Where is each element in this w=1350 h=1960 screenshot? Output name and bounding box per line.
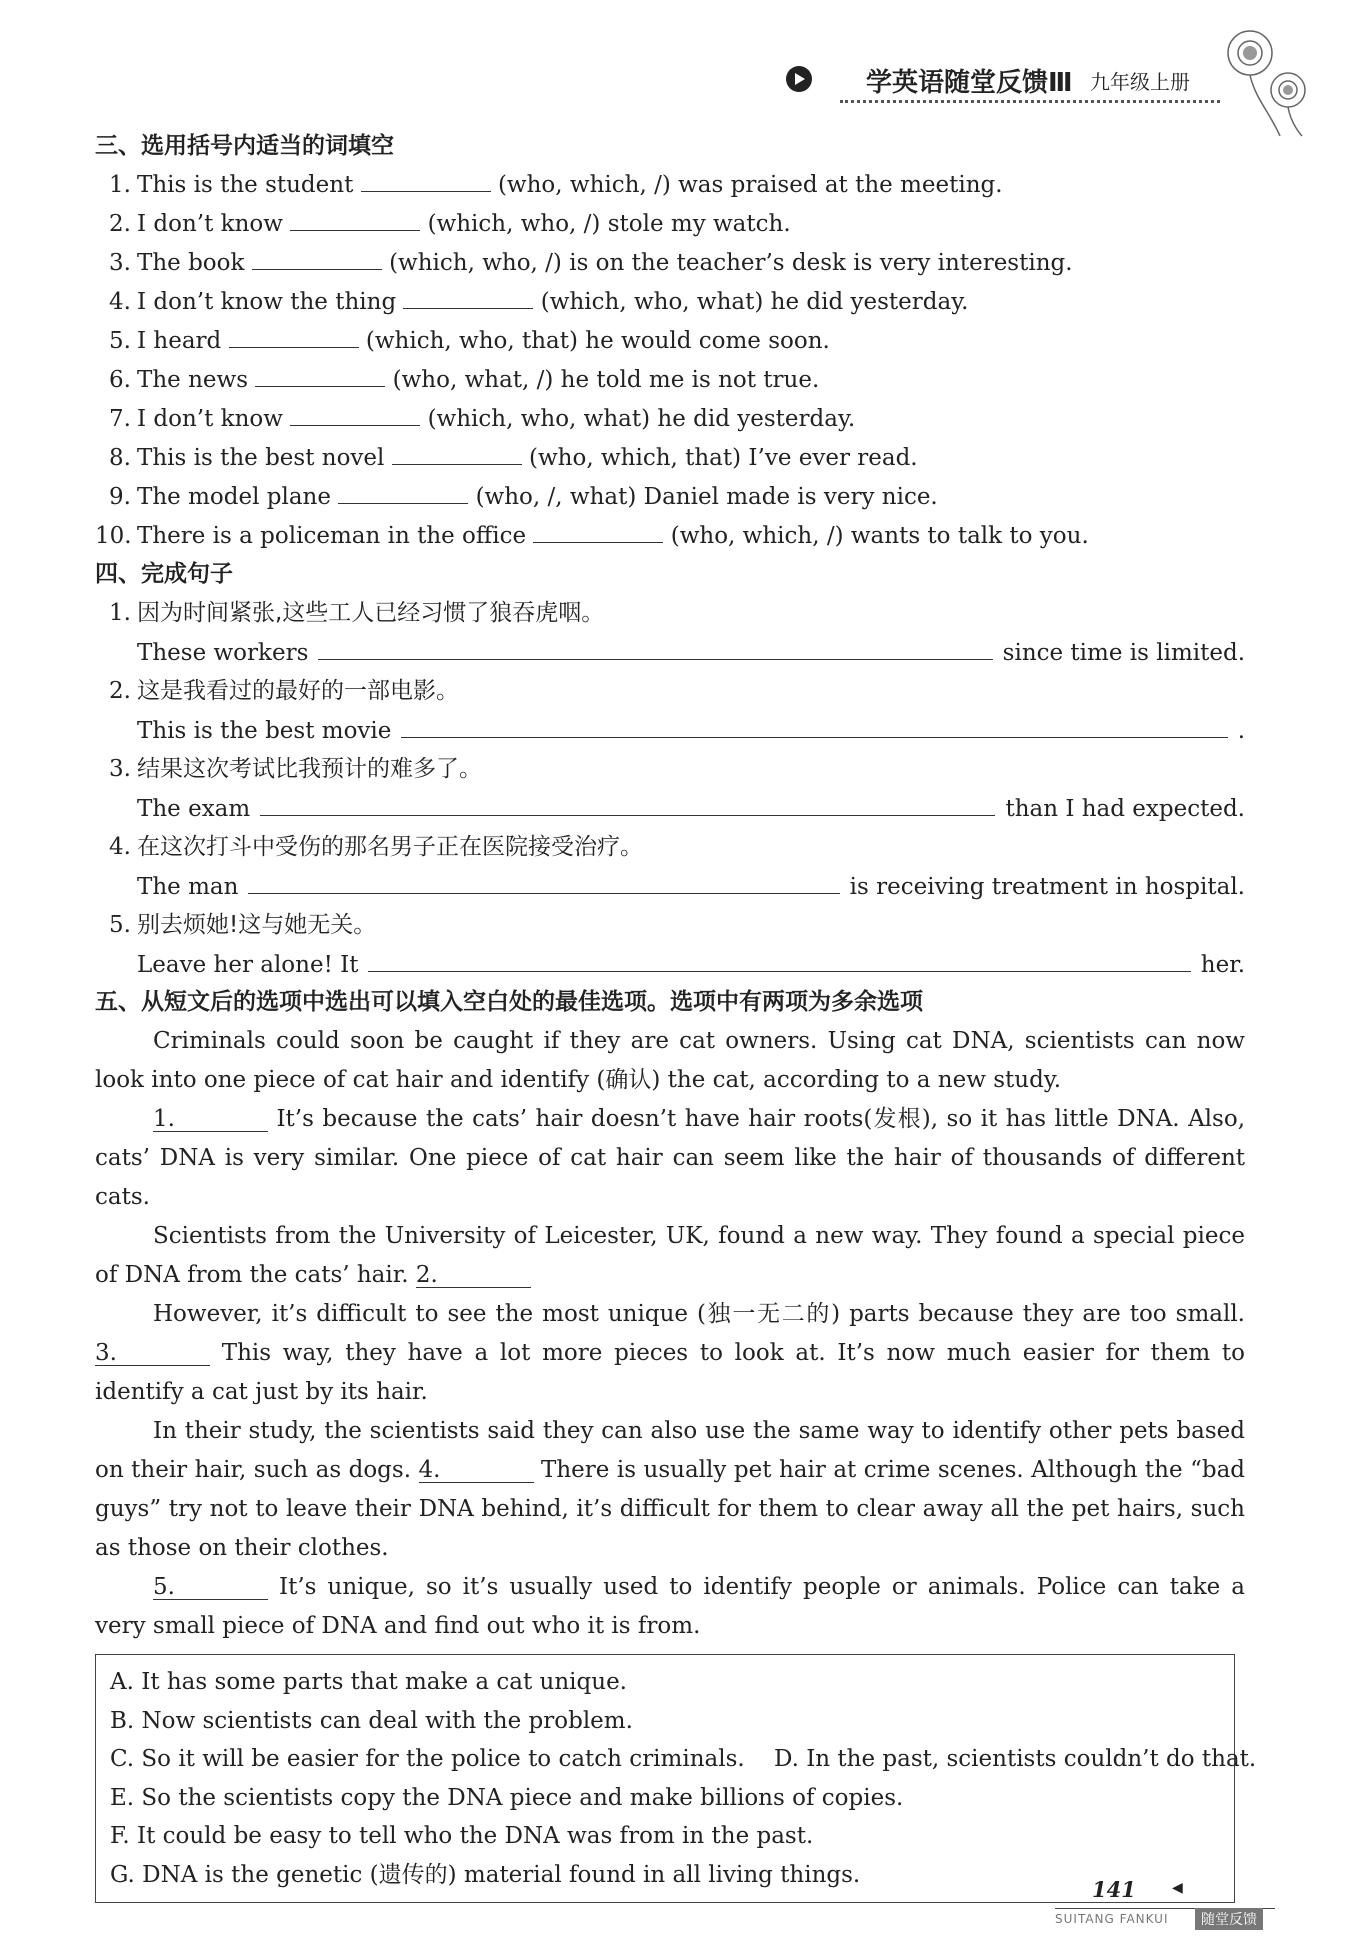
answer-blank[interactable]: 2. <box>416 1263 531 1288</box>
option-e: E. So the scientists copy the DNA piece and make billions of copies. <box>110 1784 904 1811</box>
answer-blank[interactable] <box>403 284 533 309</box>
header-dotted-rule <box>840 100 1220 103</box>
section-5-title: 五、从短文后的选项中选出可以填入空白处的最佳选项。选项中有两项为多余选项 <box>95 989 923 1015</box>
passage-paragraph: However, it’s difficult to see the most unique (独一无二的) parts because they are too small. 3. This way, they have a lot more pieces to look at. It’s now much easier for them to identify a cat just by its hair. <box>95 1301 1245 1405</box>
answer-blank[interactable]: 1. <box>153 1107 268 1132</box>
translation-line: These workers since time is limited. <box>95 633 1245 672</box>
sunflower-decoration-icon <box>1210 18 1320 138</box>
answer-blank[interactable] <box>533 518 663 543</box>
book-grade: 九年级上册 <box>1090 70 1190 94</box>
chinese-prompt: 2. 这是我看过的最好的一部电影。 <box>109 678 459 704</box>
passage-paragraph: In their study, the scientists said they can also use the same way to identify other pets based on their hair, such as dogs. 4. There is usually pet hair at crime scenes. Although the “bad guys” try not to leave their DNA behind, it’s difficult for them to clear away all the pet hairs, such as those on their clothes. <box>95 1418 1246 1561</box>
answer-blank[interactable] <box>338 479 468 504</box>
section-3-list <box>95 166 1245 556</box>
list-item: 5. I heard (which, who, that) he would come soon. <box>95 322 1245 361</box>
list-item: 4. I don’t know the thing (which, who, what) he did yesterday. <box>95 283 1245 322</box>
chinese-prompt: 1. 因为时间紧张,这些工人已经习惯了狼吞虎咽。 <box>109 600 605 626</box>
answer-blank[interactable] <box>392 440 522 465</box>
answer-blank[interactable] <box>318 633 992 660</box>
answer-blank[interactable] <box>252 245 382 270</box>
list-item: 8. This is the best novel (who, which, that) I’ve ever read. <box>95 439 1245 478</box>
chinese-prompt: 4. 在这次打斗中受伤的那名男子正在医院接受治疗。 <box>109 834 643 860</box>
footer-label-cn: 随堂反馈 <box>1195 1908 1263 1930</box>
option-a: A. It has some parts that make a cat unique. <box>110 1669 627 1695</box>
chinese-prompt: 3. 结果这次考试比我预计的难多了。 <box>109 756 482 782</box>
section-3-title: 三、选用括号内适当的词填空 <box>95 133 394 159</box>
translation-line: Leave her alone! It her. <box>95 945 1245 984</box>
translation-line: The exam than I had expected. <box>95 789 1245 828</box>
worksheet-content <box>95 128 1257 1903</box>
answer-blank[interactable] <box>361 167 491 192</box>
page-number: 141 <box>1092 1877 1136 1902</box>
answer-blank[interactable] <box>260 789 995 816</box>
section-4-list <box>95 594 1245 984</box>
book-title: 学英语随堂反馈Ⅲ <box>866 68 1073 98</box>
list-item: 6. The news (who, what, /) he told me is not true. <box>95 361 1245 400</box>
passage-paragraph: Scientists from the University of Leicester, UK, found a new way. They found a special piece of DNA from the cats’ hair. 2. <box>95 1223 1245 1288</box>
answer-blank[interactable] <box>248 867 839 894</box>
list-item: 1. This is the student (who, which, /) was praised at the meeting. <box>95 166 1245 205</box>
chinese-prompt: 5. 别去烦她!这与她无关。 <box>109 912 377 938</box>
answer-blank[interactable]: 5. <box>153 1575 268 1600</box>
answer-blank[interactable] <box>401 711 1227 738</box>
passage-paragraph: Criminals could soon be caught if they are cat owners. Using cat DNA, scientists can now look into one piece of cat hair and identify (确认) the cat, according to a new study. <box>95 1028 1245 1093</box>
answer-blank[interactable] <box>290 206 420 231</box>
option-c: C. So it will be easier for the police to catch criminals. <box>110 1746 745 1772</box>
translation-line: This is the best movie . <box>95 711 1245 750</box>
list-item: 7. I don’t know (which, who, what) he did yesterday. <box>95 400 1245 439</box>
answer-blank[interactable]: 4. <box>419 1458 534 1483</box>
options-box <box>95 1654 1257 1903</box>
answer-blank[interactable] <box>229 323 359 348</box>
option-f: F. It could be easy to tell who the DNA was from in the past. <box>110 1823 814 1849</box>
passage-paragraph: 1. It’s because the cats’ hair doesn’t have hair roots(发根), so it has little DNA. Also, cats’ DNA is very similar. One piece of cat hair can seem like the hair of thousands of different cats. <box>95 1106 1246 1210</box>
translation-line: The man is receiving treatment in hospital. <box>95 867 1245 906</box>
page-header <box>780 56 1250 106</box>
answer-blank[interactable]: 3. <box>95 1341 210 1366</box>
list-item: 2. I don’t know (which, who, /) stole my watch. <box>95 205 1245 244</box>
list-item: 10. There is a policeman in the office (who, which, /) wants to talk to you. <box>95 517 1245 556</box>
answer-blank[interactable] <box>255 362 385 387</box>
section-4-title: 四、完成句子 <box>95 561 233 587</box>
option-d: D. In the past, scientists couldn’t do that. <box>773 1746 1257 1772</box>
list-item: 3. The book (which, who, /) is on the teacher’s desk is very interesting. <box>95 244 1245 283</box>
passage-paragraph: 5. It’s unique, so it’s usually used to identify people or animals. Police can take a very small piece of DNA and find out who it is from. <box>95 1574 1245 1639</box>
footer-label-en: SUITANG FANKUI <box>1055 1912 1169 1926</box>
option-g: G. DNA is the genetic (遗传的) material found in all living things. <box>110 1861 861 1888</box>
option-c-d <box>110 1740 1257 1779</box>
play-icon <box>786 66 812 92</box>
list-item: 9. The model plane (who, /, what) Daniel made is very nice. <box>95 478 1245 517</box>
option-b: B. Now scientists can deal with the problem. <box>110 1707 633 1734</box>
answer-blank[interactable] <box>290 401 420 426</box>
answer-blank[interactable] <box>368 945 1190 972</box>
arrow-left-icon: ◀ <box>1172 1880 1183 1896</box>
